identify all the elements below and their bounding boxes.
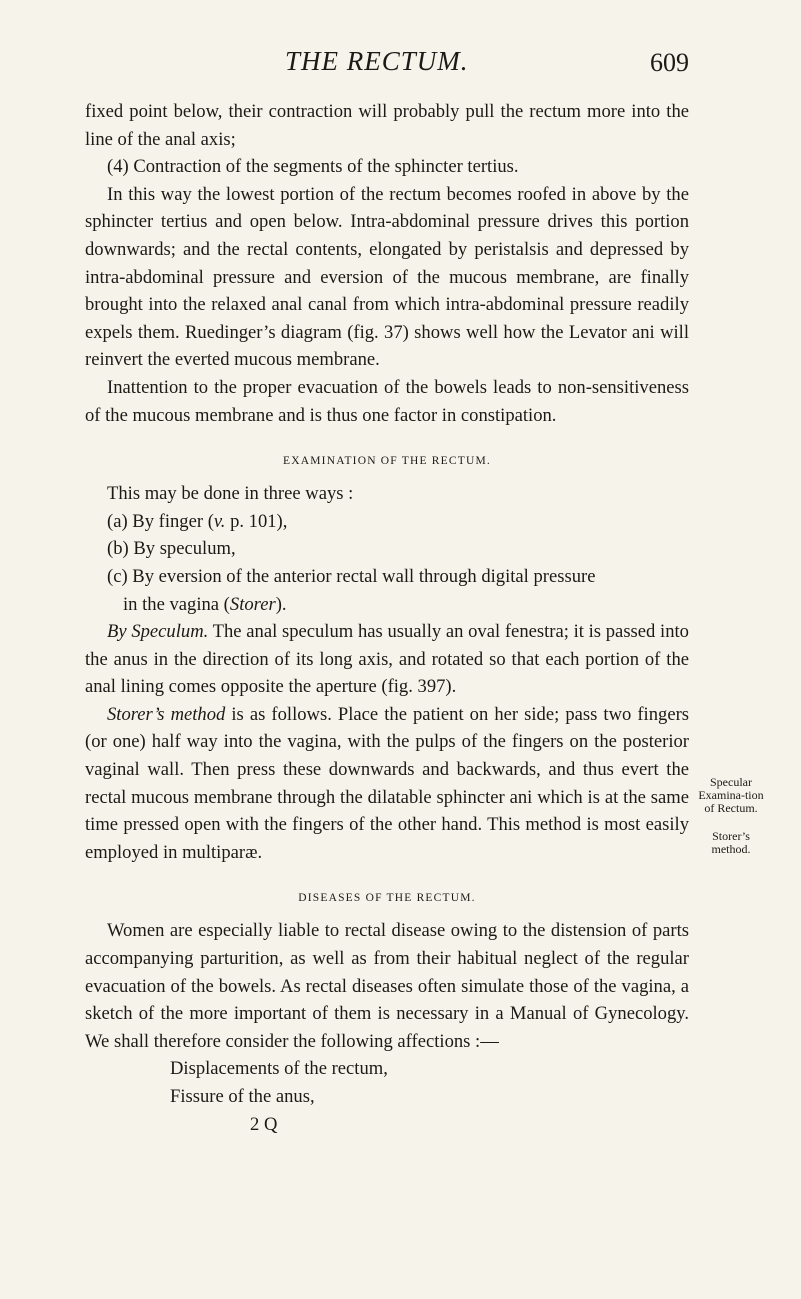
body-text bbox=[85, 98, 689, 1138]
speculum-lead: By Speculum. bbox=[107, 621, 209, 643]
item-c-cont: in the vagina ( bbox=[123, 593, 230, 615]
item-a-text: By finger ( bbox=[132, 510, 214, 532]
page-header bbox=[0, 46, 801, 86]
item-b-text: By speculum, bbox=[133, 538, 236, 560]
item-b-label: (b) bbox=[107, 538, 129, 560]
paragraph-storer bbox=[85, 701, 689, 867]
storer-text: is as follows. Place the patient on her side; pass two fingers (or one) half way into the vagina, with the pulps of the fingers on the posterior vaginal wall. Then press these downwards and backwards, and thus evert the rectal mucous membrane through the dilatable sphincter ani which is at the same time pressed open with the fingers of the other hand. This method is most easily employed in multiparæ. bbox=[85, 703, 689, 863]
page-number: 609 bbox=[650, 48, 689, 77]
item-c-label: (c) bbox=[107, 565, 128, 587]
margin-note-storer: Storer’s method. bbox=[711, 829, 751, 856]
list-item-b bbox=[85, 535, 689, 563]
list-item-c bbox=[85, 563, 689, 591]
affection-item-1: Displacements of the rectum, bbox=[170, 1058, 388, 1080]
item-a-label: (a) bbox=[107, 510, 128, 532]
speculum-text: The anal speculum has usually an oval fenestra; it is passed into the anus in the direction of its long axis, and rotated so that each portion of the anal lining comes opposite the aperture (fig. 397). bbox=[85, 621, 689, 698]
paragraph-speculum bbox=[85, 618, 689, 701]
item-a-ref: v. bbox=[213, 510, 226, 532]
list-item-a bbox=[85, 508, 689, 536]
paragraph-diseases: Women are especially liable to rectal disease owing to the distension of parts accompanying parturition, as well as from their habitual neglect of the regular evacuation of the bowels. As rectal diseases often simulate those of the vagina, a sketch of the more important of them is necessary in a Manual of Gynecology. We shall therefore consider the following affections :— bbox=[85, 920, 689, 1052]
item-c-cont-end: ). bbox=[275, 593, 287, 615]
running-head: THE RECTUM. bbox=[285, 46, 469, 76]
paragraph-roofed: In this way the lowest portion of the rectum becomes roofed in above by the sphincter tertius and open below. Intra-abdominal pressure drives this portion downwards; and the rectal contents, elongated by peristalsis and depressed by intra-abdominal pressure and eversion of the mucous membrane, are finally brought into the relaxed anal canal from which intra-abdominal pressure readily expels them. Ruedinger’s diagram (fig. 37) shows well how the Levator ani will reinvert the everted mucous membrane. bbox=[85, 183, 689, 371]
list-item-c-continued bbox=[85, 591, 689, 619]
list-item-contraction: (4) Contraction of the segments of the sphincter tertius. bbox=[107, 156, 519, 178]
heading-diseases: DISEASES OF THE RECTUM. bbox=[298, 892, 476, 905]
paragraph-inattention: Inattention to the proper evacuation of the bowels leads to non-sensitiveness of the mucous membrane and is thus one factor in constipation. bbox=[85, 376, 689, 426]
margin-note-specular: Specular Examina-tion of Rectum. bbox=[698, 775, 764, 815]
heading-examination: EXAMINATION OF THE RECTUM. bbox=[283, 455, 491, 468]
paragraph-continuation: fixed point below, their contraction will probably pull the rectum more into the line of the anal axis; bbox=[85, 101, 689, 150]
item-c-name: Storer bbox=[229, 593, 276, 615]
storer-lead: Storer’s method bbox=[107, 703, 226, 725]
item-a-text-end: p. 101), bbox=[225, 510, 288, 532]
examination-intro: This may be done in three ways : bbox=[107, 483, 354, 505]
affection-item-2: Fissure of the anus, bbox=[170, 1086, 315, 1107]
signature-mark: 2 Q bbox=[250, 1113, 278, 1135]
item-c-text: By eversion of the anterior rectal wall through digital pressure bbox=[132, 565, 596, 587]
